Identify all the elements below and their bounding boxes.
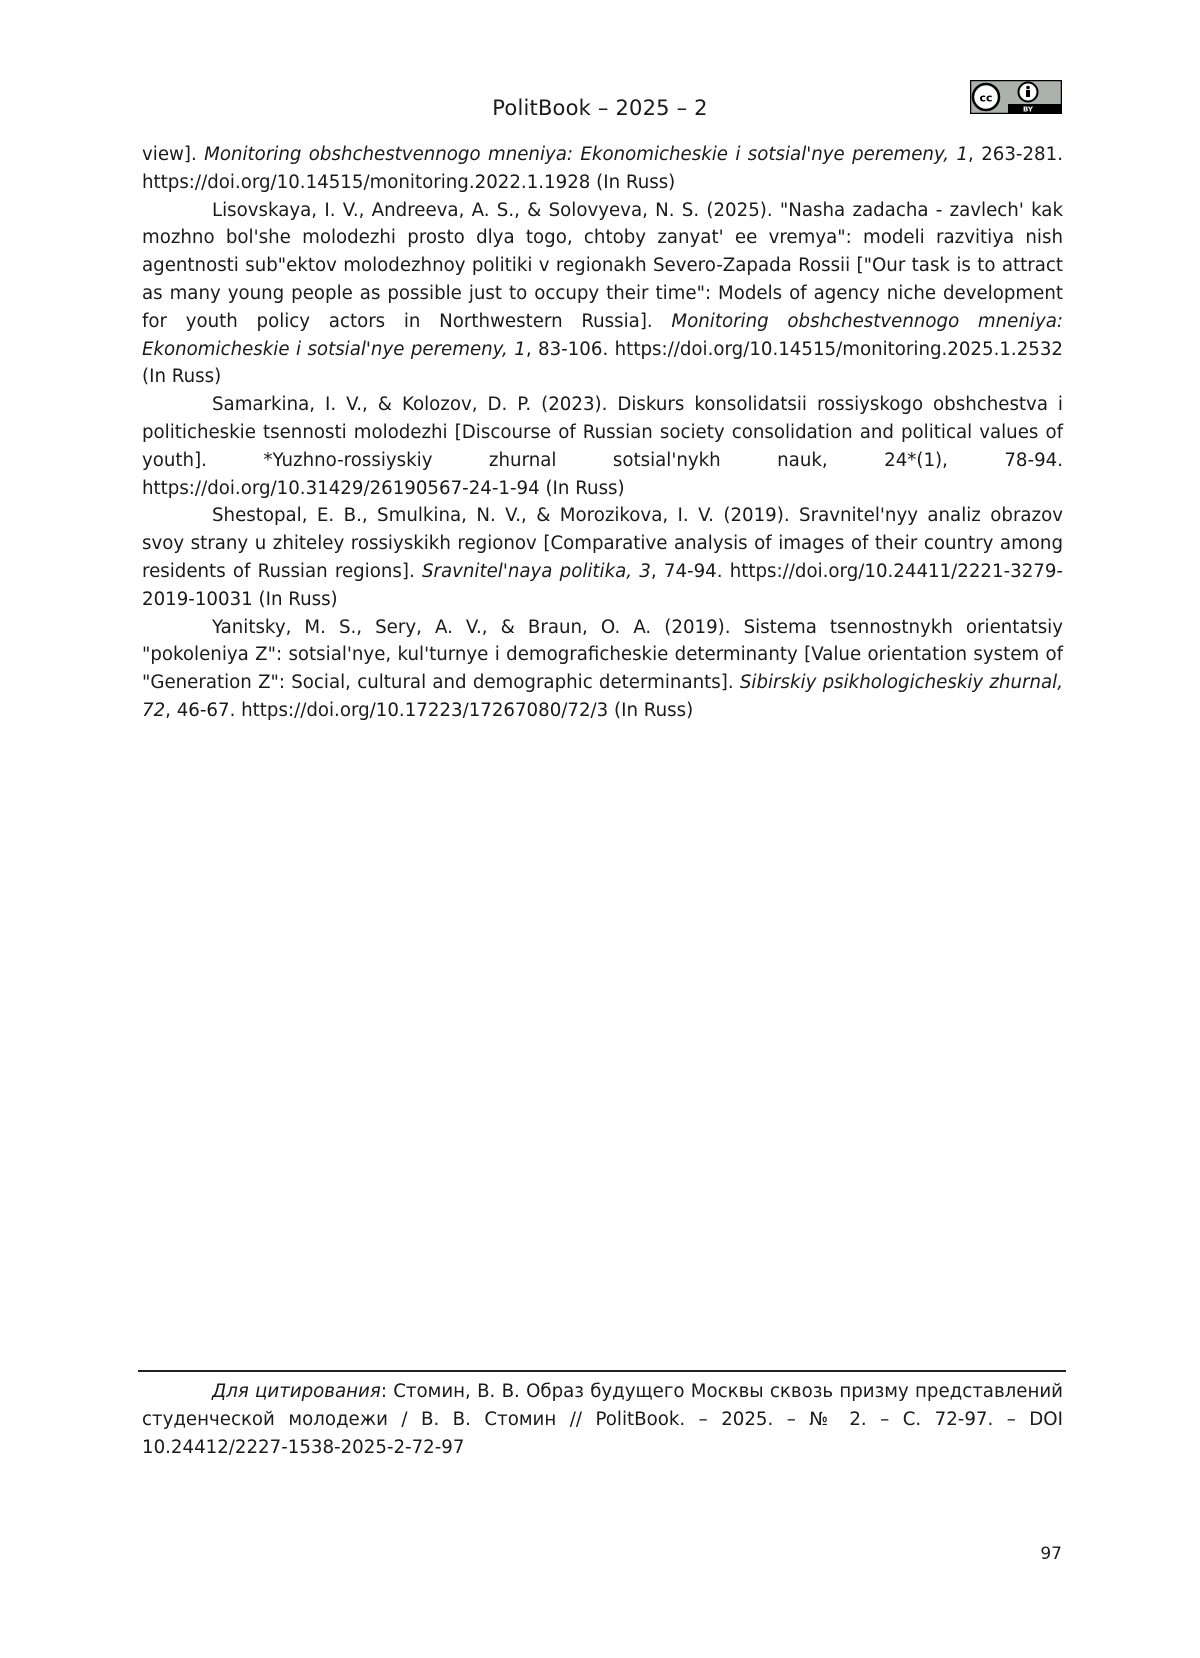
reference-item: Shestopal, E. B., Smulkina, N. V., & Morozikova, I. V. (2019). Sravnitel'nyy analiz obrazov svoy strany u zhiteley rossiyskikh regionov [Comparative analysis of images of their country among residents of Russian regions]. Sravnitel'naya politika, 3, 74-94. https://doi.org/10.24411/2221-3279-2019-10031 (In Russ) — [142, 505, 1063, 610]
cc-by-license-icon — [970, 80, 1062, 114]
license-badge-text: BY — [1022, 105, 1034, 114]
citation-text: : Стомин, В. В. Образ будущего Москвы сквозь призму представлений студенческой молодежи / В. В. Стомин // PolitBook. – 2025. – № 2. – С. 72-97. – DOI 10.24412/2227-1538-2025-2-72-97 — [142, 1381, 1064, 1458]
reference-item: Yanitsky, M. S., Sery, A. V., & Braun, O. A. (2019). Sistema tsennostnykh orientatsiy "pokoleniya Z": sotsial'nye, kul'turnye i demograficheskie determinanty [Value orientation system of "Generation Z": Social, cultural and demographic determinants]. Sibirskiy psikhologicheskiy zhurnal, 72, 46-67. https://doi.org/10.17223/17267080/72/3 (In Russ) — [142, 616, 1063, 721]
citation-note — [142, 1378, 1063, 1461]
reference-item: Lisovskaya, I. V., Andreeva, A. S., & Solovyeva, N. S. (2025). "Nasha zadacha - zavlech' kak mozhno bol'she molodezhi prosto dlya togo, chtoby zanyat' ee vremya": modeli razvitiya nish agentnosti sub"ektov molodezhnoy politiki v regionakh Severo-Zapada Rossii ["Our task is to attract as many young people as possible just to occupy their time": Models of agency niche development for youth policy actors in Northwestern Russia]. Monitoring obshchestvennogo mneniya: Ekonomicheskie i sotsial'nye peremeny, 1, 83-106. https://doi.org/10.14515/monitoring.2025.1.2532 (In Russ) — [142, 199, 1063, 388]
svg-text:cc: cc — [979, 91, 993, 105]
journal-header: PolitBook – 2025 – 2 — [492, 96, 708, 120]
citation-divider — [138, 1370, 1066, 1372]
page-number: 97 — [1040, 1544, 1062, 1564]
reference-list — [142, 141, 1063, 725]
citation-label: Для цитирования — [212, 1381, 381, 1402]
reference-item: view]. Monitoring obshchestvennogo mneniya: Ekonomicheskie i sotsial'nye peremeny, 1, 263-281. https://doi.org/10.14515/monitoring.2022.1.1928 (In Russ) — [142, 144, 1063, 193]
reference-item: Samarkina, I. V., & Kolozov, D. P. (2023). Diskurs konsolidatsii rossiyskogo obshchestva i politicheskie tsennosti molodezhi [Discourse of Russian society consolidation and political values of youth]. *Yuzhno-rossiyskiy zhurnal sotsial'nykh nauk, 24*(1), 78-94. https://doi.org/10.31429/26190567-24-1-94 (In Russ) — [142, 394, 1063, 499]
